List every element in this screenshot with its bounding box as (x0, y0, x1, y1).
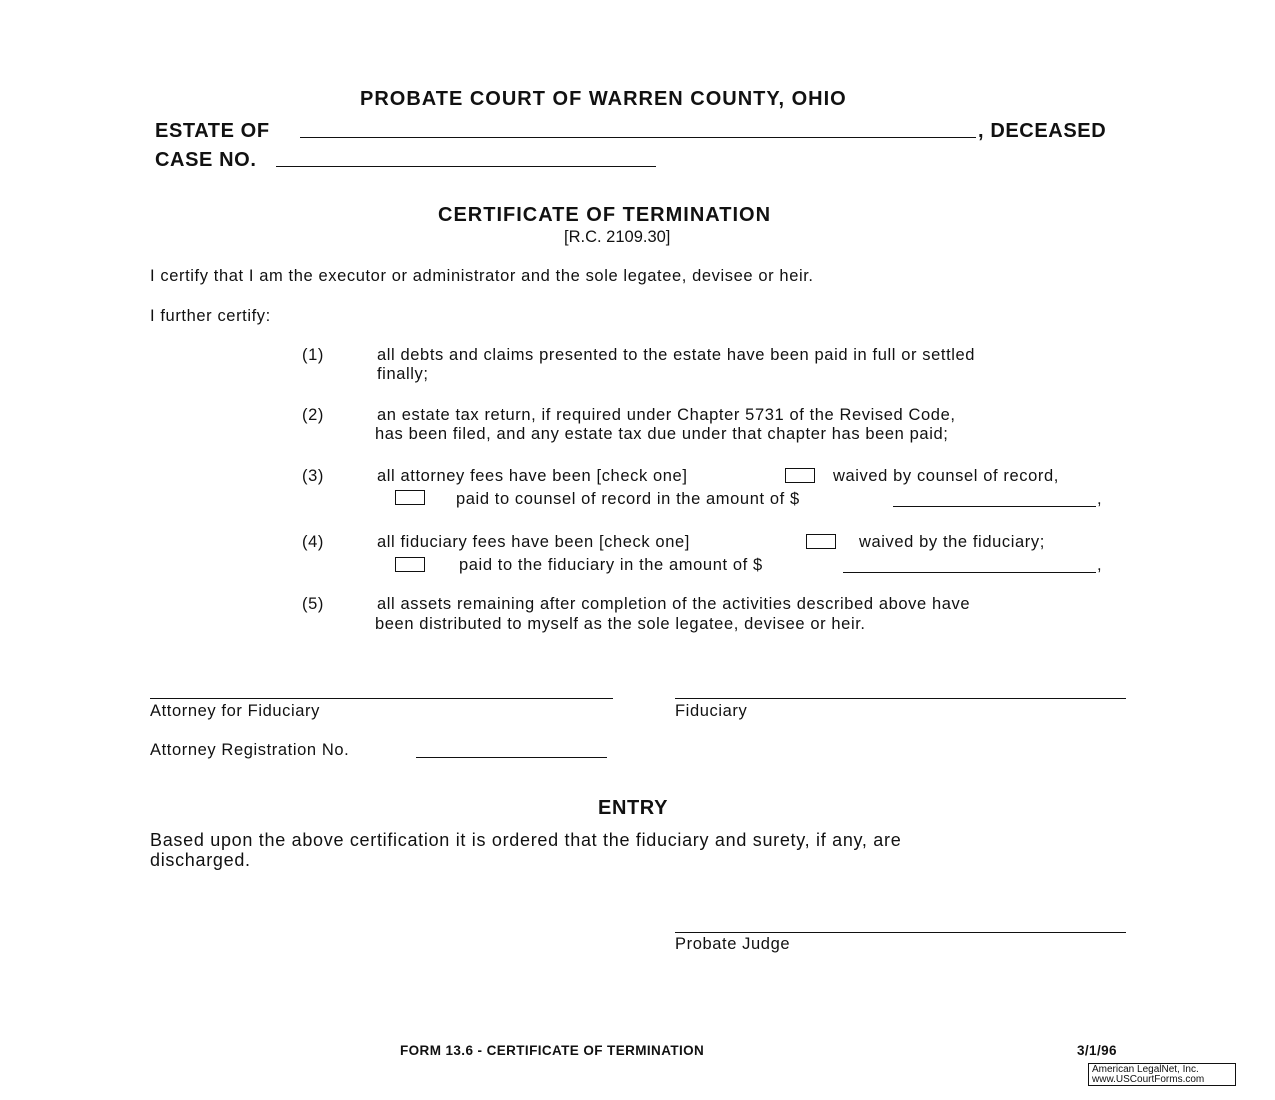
attorney-label: Attorney for Fiduciary (150, 702, 321, 720)
certificate-title: CERTIFICATE OF TERMINATION (438, 204, 772, 226)
estate-label: ESTATE OF (155, 120, 270, 142)
attorney-fees-waived-label: waived by counsel of record, (833, 467, 1059, 485)
registration-label: Attorney Registration No. (150, 741, 350, 759)
item-text: all debts and claims presented to the estate have been paid in full or settled (377, 346, 976, 364)
fiduciary-fees-waived-checkbox[interactable] (806, 534, 836, 549)
item-number: (1) (302, 346, 324, 364)
entry-text: discharged. (150, 850, 251, 870)
case-label: CASE NO. (155, 149, 257, 171)
entry-heading: ENTRY (598, 797, 669, 819)
item-text: all fiduciary fees have been [check one] (377, 533, 690, 551)
item-comma: , (1097, 490, 1103, 508)
entry-text: Based upon the above certification it is ordered that the fiduciary and surety, if any, are (150, 830, 902, 850)
deceased-label: , DECEASED (978, 120, 1107, 142)
item-number: (2) (302, 406, 324, 424)
estate-name-line[interactable] (300, 137, 976, 138)
attorney-signature-line[interactable] (150, 698, 613, 699)
certify-intro: I certify that I am the executor or administrator and the sole legatee, devisee or heir. (150, 267, 814, 285)
attorney-fees-paid-checkbox[interactable] (395, 490, 425, 505)
court-title: PROBATE COURT OF WARREN COUNTY, OHIO (360, 88, 847, 110)
item-text: all assets remaining after completion of the activities described above have (377, 595, 971, 613)
fiduciary-fees-amount-line[interactable] (843, 572, 1096, 573)
attorney-fees-waived-checkbox[interactable] (785, 468, 815, 483)
fiduciary-label: Fiduciary (675, 702, 748, 720)
form-number: FORM 13.6 - CERTIFICATE OF TERMINATION (400, 1043, 705, 1058)
attorney-fees-paid-label: paid to counsel of record in the amount of $ (456, 490, 800, 508)
item-text: an estate tax return, if required under Chapter 5731 of the Revised Code, (377, 406, 956, 424)
judge-label: Probate Judge (675, 935, 791, 953)
further-certify: I further certify: (150, 307, 271, 325)
item-text: has been filed, and any estate tax due under that chapter has been paid; (375, 425, 949, 443)
registration-number-line[interactable] (416, 757, 607, 758)
fiduciary-fees-waived-label: waived by the fiduciary; (859, 533, 1045, 551)
publisher-name: American LegalNet, Inc. (1092, 1064, 1199, 1075)
fiduciary-fees-paid-checkbox[interactable] (395, 557, 425, 572)
publisher-stamp (1088, 1063, 1236, 1086)
case-number-line[interactable] (276, 166, 656, 167)
item-number: (3) (302, 467, 324, 485)
item-number: (4) (302, 533, 324, 551)
item-number: (5) (302, 595, 324, 613)
attorney-fees-amount-line[interactable] (893, 506, 1096, 507)
item-text: all attorney fees have been [check one] (377, 467, 688, 485)
fiduciary-signature-line[interactable] (675, 698, 1126, 699)
item-comma: , (1097, 556, 1103, 574)
statute-reference: [R.C. 2109.30] (564, 228, 671, 246)
judge-signature-line[interactable] (675, 932, 1126, 933)
item-text: been distributed to myself as the sole legatee, devisee or heir. (375, 615, 866, 633)
form-date: 3/1/96 (1077, 1043, 1117, 1058)
publisher-url: www.USCourtForms.com (1092, 1074, 1205, 1085)
fiduciary-fees-paid-label: paid to the fiduciary in the amount of $ (459, 556, 763, 574)
item-text: finally; (377, 365, 429, 383)
